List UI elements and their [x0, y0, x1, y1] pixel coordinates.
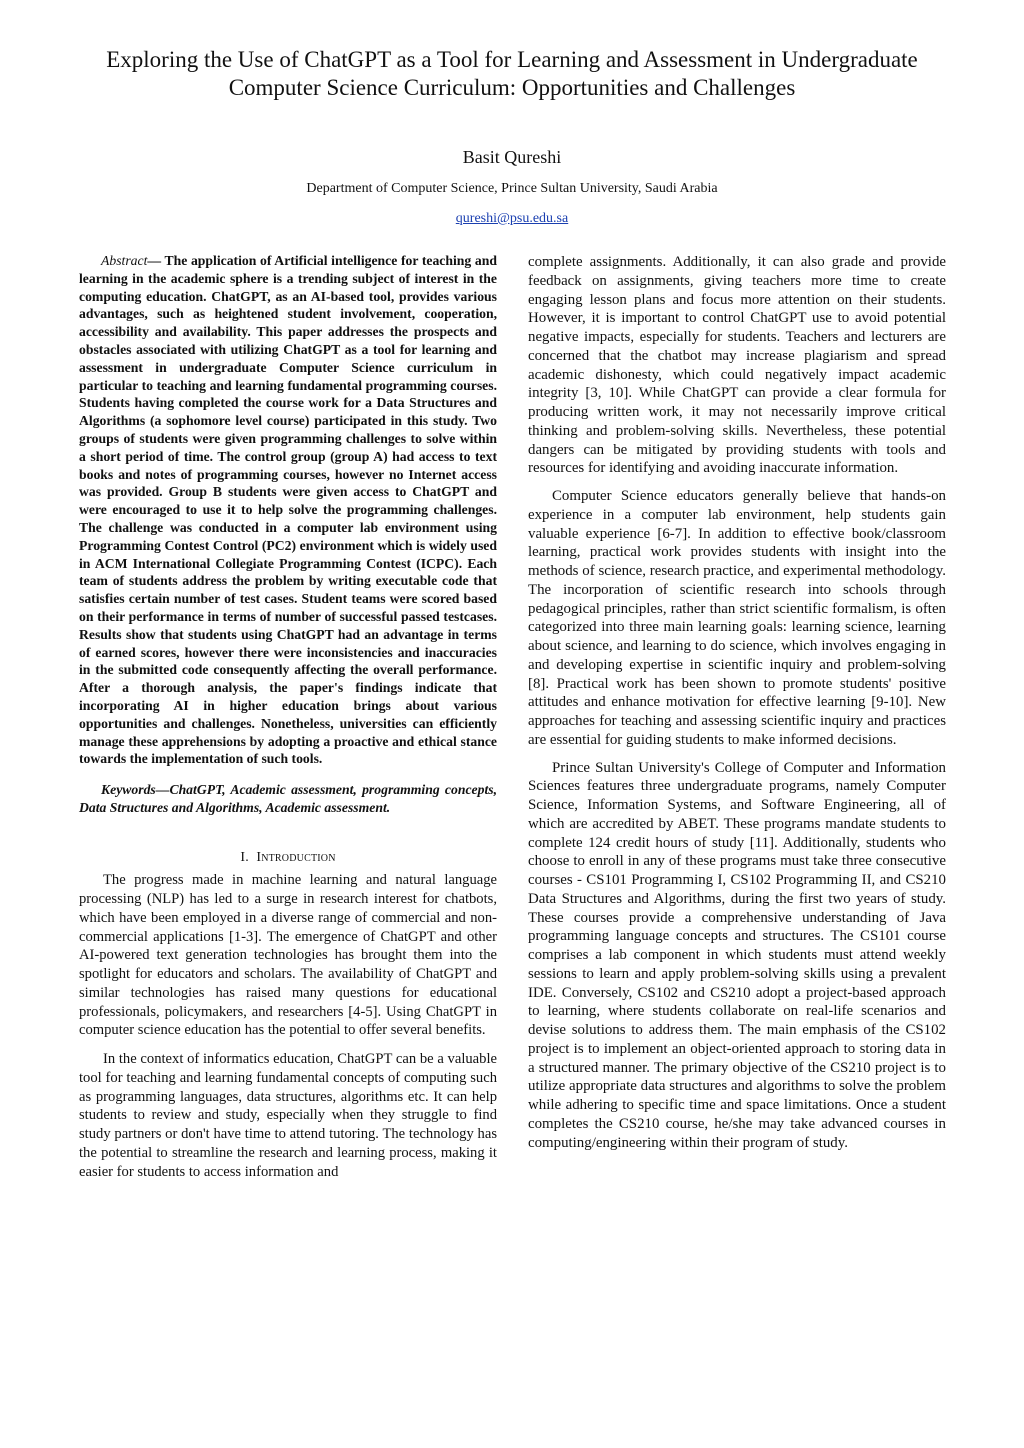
section-heading-introduction	[79, 849, 497, 868]
intro-paragraph-2: In the context of informatics education, ChatGPT can be a valuable tool for teaching and learning fundamental concepts of computing such as programming languages, data structures, algorithms etc. It can help students to review and study, especially when they struggle to find study partners or don't have time to attend tutoring. The technology has the potential to streamline the research and learning process, making it easier for students to access information and	[79, 1051, 497, 1180]
section-title: Introduction	[256, 849, 336, 865]
abstract-text: The application of Artificial intelligence for teaching and learning in the academic sphere is a trending subject of interest in the computing education. ChatGPT, as an AI-based tool, provides various advantages, such as heightened student involvement, cooperation, accessibility and availability. This paper addresses the prospects and obstacles associated with utilizing ChatGPT as a tool for learning and assessment in undergraduate Computer Science curriculum in particular to teaching and learning fundamental programming courses. Students having completed the course work for a Data Structures and Algorithms (a sophomore level course) participated in this study. Two groups of students were given programming challenges to solve within a short period of time. The control group (group A) had access to text books and notes of programming courses, however no Internet access was provided. Group B students were given access to ChatGPT and were encouraged to use it to help solve the programming challenges. The challenge was conducted in a computer lab environment using Programming Contest Control (PC2) environment which is widely used in ACM International Collegiate Programming Contest (ICPC). Each team of students address the problem by writing executable code that satisfies certain number of test cases. Student teams were scored based on their performance in terms of number of successful passed testcases. Results show that students using ChatGPT had an advantage in terms of earned scores, however there were inconsistencies and inaccuracies in the submitted code consequently affecting the overall performance. After a thorough analysis, the paper's findings indicate that incorporating AI in higher education brings about various opportunities and challenges. Nonetheless, universities can efficiently manage these apprehensions by adopting a proactive and ethical stance towards the implementation of such tools.	[79, 253, 497, 767]
paper-title-line-1: Exploring the Use of ChatGPT as a Tool for Learning and Assessment in Undergraduate	[106, 47, 918, 72]
author-email-link[interactable]: qureshi@psu.edu.sa	[455, 211, 569, 226]
author-affiliation: Department of Computer Science, Prince Sultan University, Saudi Arabia	[306, 181, 718, 196]
paper-title	[60, 46, 964, 102]
author-email-wrapper	[0, 210, 1024, 228]
abstract-dash: —	[147, 253, 165, 268]
paper-title-line-2: Computer Science Curriculum: Opportunities and Challenges	[228, 75, 796, 100]
intro-paragraph-1: The progress made in machine learning and natural language processing (NLP) has led to a surge in research interest for chatbots, which have been employed in a diverse range of commercial and non-commercial applications [1-3]. The emergence of ChatGPT and other AI-powered text generation technologies has brought them into the spotlight for educators and scholars. The availability of ChatGPT and similar technologies has raised many questions for educational professionals, policymakers, and researchers [4-5]. Using ChatGPT in computer science education has the potential to offer several benefits.	[79, 872, 497, 1039]
keywords-dash: —	[155, 782, 170, 798]
section-number: I.	[240, 849, 249, 865]
intro-paragraph-4: Prince Sultan University's College of Computer and Information Sciences features three undergraduate programs, namely Computer Science, Information Systems, and Software Engineering, all of which are accredited by ABET. These programs mandate students to complete 124 credit hours of study [11]. Additionally, students who choose to enroll in any of these programs must take three consecutive courses - CS101 Programming I, CS102 Programming II, and CS210 Data Structures and Algorithms, during the first two years of study. These courses provide a comprehensive understanding of Java programming language concepts and structures. The CS101 course comprises a lab component in which students must attend weekly sessions to learn and apply problem-solving skills using a prevalent IDE. Conversely, CS102 and CS210 adopt a project-based approach to learning, where students collaborate on real-life scenarios and devise solutions to address them. The main emphasis of the CS102 project is to implement an object-oriented approach to storing data in a structured manner. The primary objective of the CS210 project is to utilize appropriate data structures and algorithms to solve the problem while adhering to specific time and space limitations. Once a student completes the CS210 course, he/she may take advanced courses in computing/engineering within their program of study.	[528, 759, 946, 1151]
intro-paragraph-3: Computer Science educators generally believe that hands-on experience in a computer lab environment, help students gain valuable experience [6-7]. In addition to effective book/classroom learning, practical work provides students with insight into the methods of science, research practice, and experimental methodology. The incorporation of scientific research into schools through pedagogical principles, rather than strict scientific formalism, is often categorized into three main learning goals: learning science, learning about science, and learning to do science, which involves engaging in and developing expertise in scientific inquiry and problem-solving [8]. Practical work has been shown to promote students' positive attitudes and enhance motivation for effective learning [9-10]. New approaches for teaching and assessing scientific inquiry and practices are essential for guiding students to make informed decisions.	[528, 488, 946, 748]
intro-paragraph-2-continued: complete assignments. Additionally, it can also grade and provide feedback on assignments, giving teachers more time to create engaging lesson plans and focus more attention on their students. However, it is important to control ChatGPT use to avoid potential negative impacts, especially for students. Teachers and lecturers are concerned that the chatbot may increase plagiarism and spread academic dishonesty, which could negatively impact academic integrity [3, 10]. While ChatGPT can provide a clear formula for producing written work, it may not necessarily improve critical thinking and problem-solving skills. Nevertheless, these potential dangers can be mitigated by providing students with tools and resources for identifying and avoiding inaccurate information.	[528, 254, 946, 477]
abstract-label: Abstract	[101, 253, 148, 268]
right-column	[528, 253, 946, 1161]
keywords-text: ChatGPT, Academic assessment, programming concepts, Data Structures and Algorithms, Academic assessment.	[79, 782, 497, 815]
keywords-label: Keywords	[101, 782, 156, 798]
abstract	[79, 252, 497, 768]
keywords	[79, 781, 497, 817]
left-column	[79, 252, 497, 1191]
author-name: Basit Qureshi	[462, 147, 562, 167]
